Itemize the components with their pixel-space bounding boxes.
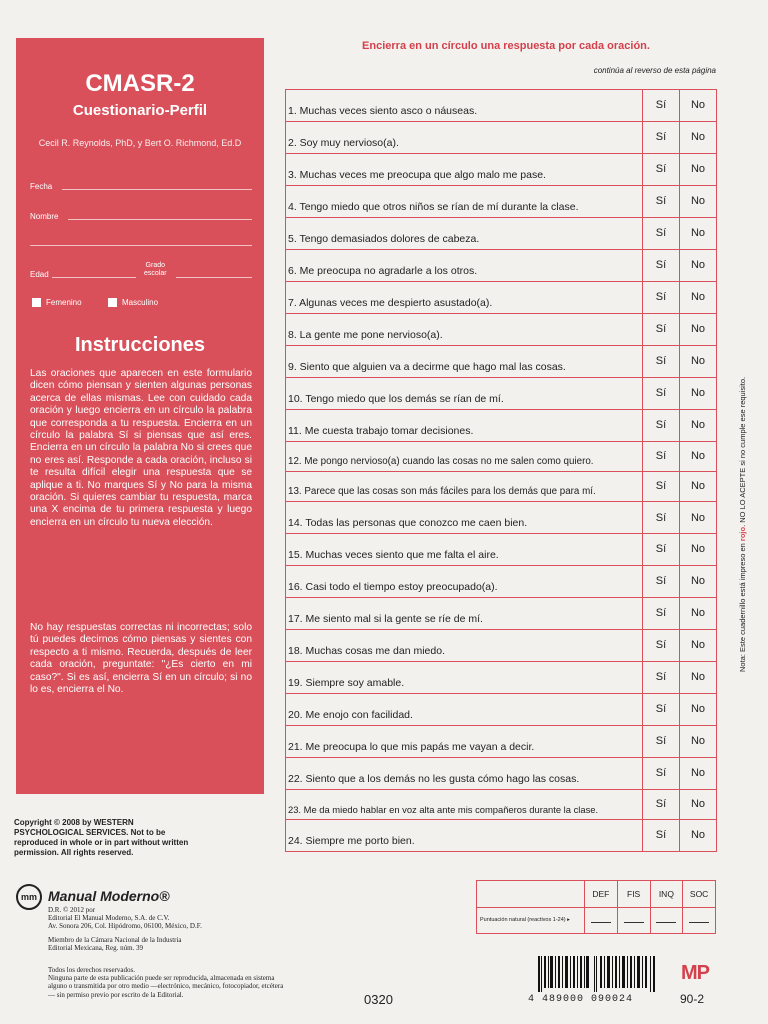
fecha-label: Fecha	[30, 182, 53, 191]
score-header-soc: SOC	[683, 881, 716, 908]
instructions-title: Instrucciones	[74, 334, 206, 356]
answer-no-option[interactable]: No	[680, 345, 717, 377]
answer-no-option[interactable]: No	[680, 502, 717, 534]
answer-yes-option[interactable]: Sí	[643, 313, 680, 345]
answer-yes-option[interactable]: Sí	[643, 629, 680, 661]
answer-yes-option[interactable]: Sí	[643, 725, 680, 757]
answer-yes-option[interactable]: Sí	[643, 217, 680, 249]
question-row	[286, 345, 717, 377]
answer-yes-option[interactable]: Sí	[643, 502, 680, 534]
question-text: 14. Todas las personas que conozco me caen bien.	[286, 502, 643, 534]
female-label: Femenino	[46, 298, 82, 307]
grado-label-line2: escolar	[144, 270, 167, 277]
answer-no-option[interactable]: No	[680, 725, 717, 757]
question-text: 7. Algunas veces me despierto asustado(a).	[286, 281, 643, 313]
question-text: 8. La gente me pone nervioso(a).	[286, 313, 643, 345]
score-soc-field[interactable]	[683, 907, 716, 934]
answer-yes-option[interactable]: Sí	[643, 471, 680, 501]
question-row	[286, 185, 717, 217]
score-table	[476, 880, 716, 934]
answer-no-option[interactable]: No	[680, 249, 717, 281]
question-row	[286, 757, 717, 789]
edad-field[interactable]	[52, 277, 136, 278]
print-color-note	[738, 377, 747, 672]
mp-logo: MP	[681, 962, 709, 984]
answer-no-option[interactable]: No	[680, 534, 717, 566]
barcode-icon	[538, 956, 656, 992]
question-text: 21. Me preocupa lo que mis papás me vayan a decir.	[286, 725, 643, 757]
answer-no-option[interactable]: No	[680, 90, 717, 122]
question-row	[286, 313, 717, 345]
side-note-red-word: rojo	[738, 526, 747, 542]
publisher-name: Manual Moderno®	[48, 888, 170, 904]
rights-line-2: Ninguna parte de esta publicación puede ser reproducida, almacenada en sistema alguno o transmitida por otro medio —electrónico, mecánico, fotocopiador, etcétera— sin permiso previo por escrito de la Editorial.	[48, 974, 284, 999]
answer-yes-option[interactable]: Sí	[643, 661, 680, 693]
question-row	[286, 471, 717, 501]
barcode-number: 4 489000 090024	[528, 994, 634, 1005]
publisher-line-4: Miembro de la Cámara Nacional de la Industria	[48, 936, 182, 944]
nombre-field[interactable]	[68, 219, 252, 220]
score-def-field[interactable]	[585, 907, 618, 934]
copyright-notice: Copyright © 2008 by WESTERN PSYCHOLOGICAL SERVICES. Not to be reproduced in whole or in part without written permission. All rights reserved.	[14, 818, 189, 857]
question-row	[286, 534, 717, 566]
answer-no-option[interactable]: No	[680, 471, 717, 501]
answer-no-option[interactable]: No	[680, 565, 717, 597]
question-text: 12. Me pongo nervioso(a) cuando las cosas no me salen como quiero.	[286, 441, 643, 471]
answer-yes-option[interactable]: Sí	[643, 249, 680, 281]
answer-yes-option[interactable]: Sí	[643, 153, 680, 185]
answer-yes-option[interactable]: Sí	[643, 121, 680, 153]
question-row	[286, 441, 717, 471]
question-text: 20. Me enojo con facilidad.	[286, 693, 643, 725]
nombre-label: Nombre	[30, 212, 59, 221]
question-row	[286, 693, 717, 725]
rights-line-1: Todos los derechos reservados.	[48, 966, 135, 974]
question-row	[286, 661, 717, 693]
answer-yes-option[interactable]: Sí	[643, 789, 680, 819]
manual-moderno-logo: mm	[16, 884, 42, 910]
answer-yes-option[interactable]: Sí	[643, 441, 680, 471]
form-number: 0320	[364, 992, 393, 1007]
score-corner-cell	[477, 881, 585, 908]
question-row	[286, 789, 717, 819]
question-row	[286, 819, 717, 851]
question-row	[286, 281, 717, 313]
question-text: 24. Siempre me porto bien.	[286, 819, 643, 851]
score-value-row	[477, 907, 716, 934]
answer-yes-option[interactable]: Sí	[643, 185, 680, 217]
question-row	[286, 121, 717, 153]
question-text: 16. Casi todo el tiempo estoy preocupado(a).	[286, 565, 643, 597]
question-row	[286, 725, 717, 757]
raw-score-label: Puntuación natural (reactivos 1-24) ▸	[477, 907, 585, 934]
answer-no-option[interactable]: No	[680, 281, 717, 313]
question-row	[286, 249, 717, 281]
questions-table	[285, 89, 717, 852]
answer-yes-option[interactable]: Sí	[643, 90, 680, 122]
publisher-line-2: Editorial El Manual Moderno, S.A. de C.V.	[48, 914, 170, 922]
question-text: 17. Me siento mal si la gente se ríe de mí.	[286, 597, 643, 629]
question-text: 15. Muchas veces siento que me falta el aire.	[286, 534, 643, 566]
answer-no-option[interactable]: No	[680, 313, 717, 345]
score-header-row	[477, 881, 716, 908]
answer-no-option[interactable]: No	[680, 441, 717, 471]
score-fis-field[interactable]	[617, 907, 650, 934]
score-header-def: DEF	[585, 881, 618, 908]
question-row	[286, 409, 717, 441]
edad-label: Edad	[30, 270, 49, 279]
answer-no-option[interactable]: No	[680, 597, 717, 629]
publisher-line-3: Av. Sonora 206, Col. Hipódromo, 06100, México, D.F.	[48, 922, 202, 930]
answer-no-option[interactable]: No	[680, 217, 717, 249]
answer-yes-option[interactable]: Sí	[643, 565, 680, 597]
question-row	[286, 502, 717, 534]
authors: Cecil R. Reynolds, PhD, y Bert O. Richmond, Ed.D	[38, 138, 242, 148]
question-text: 10. Tengo miedo que los demás se rían de mí.	[286, 377, 643, 409]
answer-yes-option[interactable]: Sí	[643, 281, 680, 313]
male-checkbox[interactable]	[108, 298, 117, 307]
question-row	[286, 377, 717, 409]
answer-yes-option[interactable]: Sí	[643, 693, 680, 725]
answer-no-option[interactable]: No	[680, 153, 717, 185]
publisher-line-1: D.R. © 2012 por	[48, 906, 96, 914]
question-text: 18. Muchas cosas me dan miedo.	[286, 629, 643, 661]
question-row	[286, 153, 717, 185]
answer-no-option[interactable]: No	[680, 693, 717, 725]
question-text: 3. Muchas veces me preocupa que algo malo me pase.	[286, 153, 643, 185]
question-text: 9. Siento que alguien va a decirme que hago mal las cosas.	[286, 345, 643, 377]
male-label: Masculino	[122, 298, 159, 307]
circle-instruction: Encierra en un círculo una respuesta por cada oración.	[362, 40, 650, 52]
answer-yes-option[interactable]: Sí	[643, 757, 680, 789]
answer-no-option[interactable]: No	[680, 121, 717, 153]
answer-no-option[interactable]: No	[680, 819, 717, 851]
score-inq-field[interactable]	[650, 907, 683, 934]
question-text: 13. Parece que las cosas son más fáciles para los demás que para mí.	[286, 471, 643, 501]
question-text: 19. Siempre soy amable.	[286, 661, 643, 693]
grado-label-line1: Grado	[145, 262, 166, 269]
question-text: 4. Tengo miedo que otros niños se rían de mí durante la clase.	[286, 185, 643, 217]
answer-no-option[interactable]: No	[680, 409, 717, 441]
answer-no-option[interactable]: No	[680, 789, 717, 819]
answer-yes-option[interactable]: Sí	[643, 534, 680, 566]
instructions-paragraph-2: No hay respuestas correctas ni incorrectas; solo tú puedes decirnos cómo piensas y sientes con respecto a ti mismo. Recuerda, después de leer cada oración, preguntate: "¿Es cierto en mi caso?". Si es así, encierra Sí en un círculo; si no lo es, encierra el No.	[30, 622, 252, 696]
answer-yes-option[interactable]: Sí	[643, 377, 680, 409]
continue-note: continúa al reverso de esta página	[593, 66, 716, 75]
publisher-line-5: Editorial Mexicana, Reg. núm. 39	[48, 944, 144, 952]
answer-yes-option[interactable]: Sí	[643, 597, 680, 629]
answer-yes-option[interactable]: Sí	[643, 345, 680, 377]
question-text: 11. Me cuesta trabajo tomar decisiones.	[286, 409, 643, 441]
score-header-inq: INQ	[650, 881, 683, 908]
question-text: 22. Siento que a los demás no les gusta cómo hago las cosas.	[286, 757, 643, 789]
question-row	[286, 597, 717, 629]
answer-no-option[interactable]: No	[680, 377, 717, 409]
female-checkbox[interactable]	[32, 298, 41, 307]
question-text: 5. Tengo demasiados dolores de cabeza.	[286, 217, 643, 249]
question-text: 23. Me da miedo hablar en voz alta ante mis compañeros durante la clase.	[286, 789, 643, 819]
test-title: CMASR-2	[85, 70, 195, 97]
answer-no-option[interactable]: No	[680, 661, 717, 693]
grado-field[interactable]	[176, 277, 252, 278]
answer-no-option[interactable]: No	[680, 185, 717, 217]
question-row	[286, 90, 717, 122]
question-text: 1. Muchas veces siento asco o náuseas.	[286, 90, 643, 122]
grado-label	[144, 262, 167, 278]
mp-code: 90-2	[680, 992, 705, 1006]
question-row	[286, 565, 717, 597]
question-row	[286, 629, 717, 661]
side-note-post: . NO LO ACEPTE si no cumple ese requisito.	[738, 376, 747, 527]
test-subtitle: Cuestionario-Perfil	[72, 102, 208, 119]
nombre-field-line2[interactable]	[30, 245, 252, 246]
left-info-panel	[16, 38, 264, 794]
question-text: 2. Soy muy nervioso(a).	[286, 121, 643, 153]
question-text: 6. Me preocupa no agradarle a los otros.	[286, 249, 643, 281]
question-row	[286, 217, 717, 249]
answer-yes-option[interactable]: Sí	[643, 819, 680, 851]
instructions-paragraph-1: Las oraciones que aparecen en este formulario dicen cómo piensan y sienten algunas personas acerca de ellas mismas. Lee con cuidado cada oración y luego encierra en un círculo la palabra que corresponda a tu respuesta. Encierra en un círculo la palabra Sí si piensas que así eres. Encierra en un círculo la palabra No si crees que no eres así. Responde a cada oración, incluso si te resulta difícil elegir una respuesta que se aplique a ti. No marques Sí y No para la misma oración. Si quieres cambiar tu respuesta, marca una X encima de tu primera respuesta y luego encierra en un círculo tu nueva elección.	[30, 368, 252, 528]
fecha-field[interactable]	[62, 189, 252, 190]
answer-no-option[interactable]: No	[680, 757, 717, 789]
score-header-fis: FIS	[617, 881, 650, 908]
answer-no-option[interactable]: No	[680, 629, 717, 661]
answer-yes-option[interactable]: Sí	[643, 409, 680, 441]
side-note-pre: Nota: Este cuadernillo está impreso en	[738, 541, 747, 672]
